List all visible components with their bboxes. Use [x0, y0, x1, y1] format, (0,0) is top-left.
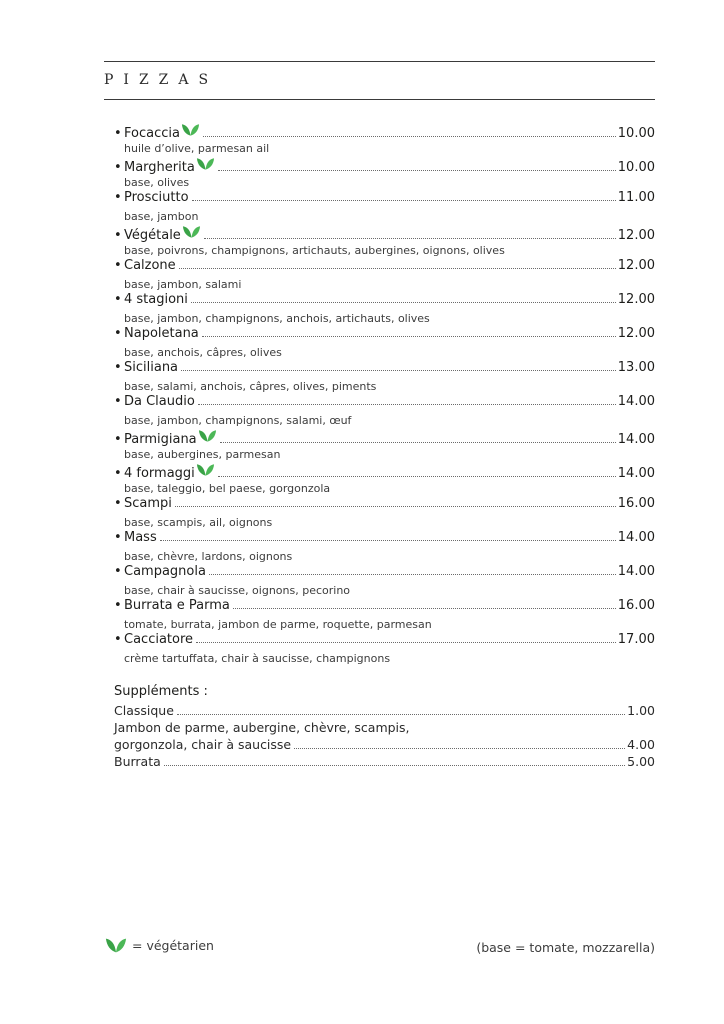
menu-item — [114, 632, 655, 666]
dot-leader — [164, 765, 625, 766]
pizza-price: 16.00 — [617, 598, 655, 613]
leaf-icon — [196, 462, 215, 477]
dot-leader — [191, 302, 616, 303]
menu-item — [114, 360, 655, 394]
supplement-premium — [114, 737, 655, 754]
menu-item-line — [114, 122, 655, 141]
leaf-icon — [196, 156, 215, 171]
menu-item-line — [114, 564, 655, 583]
pizza-ingredients: base, jambon, champignons, anchois, artichauts, olives — [124, 312, 430, 325]
pizza-ingredients: crème tartuffata, chair à saucisse, champignons — [124, 652, 391, 665]
pizza-price: 14.00 — [617, 530, 655, 545]
pizza-ingredients: base, chèvre, lardons, oignons — [124, 550, 293, 563]
vegetarian-legend — [104, 936, 214, 954]
pizza-ingredients: base, poivrons, champignons, artichauts, aubergines, oignons, olives — [124, 244, 505, 257]
pizza-ingredients: base, aubergines, parmesan — [124, 448, 281, 461]
pizza-ingredients: base, anchois, câpres, olives — [124, 346, 282, 359]
pizza-name: Cacciatore — [124, 632, 194, 647]
pizza-price: 17.00 — [617, 632, 655, 647]
bullet: • — [114, 632, 122, 647]
dot-leader — [177, 714, 625, 715]
pizza-name: Burrata e Parma — [124, 598, 230, 613]
menu-item — [114, 564, 655, 598]
bullet: • — [114, 496, 122, 511]
menu-item — [114, 292, 655, 326]
bullet: • — [114, 432, 122, 447]
bullet: • — [114, 326, 122, 341]
menu-item — [114, 530, 655, 564]
dot-leader — [218, 476, 616, 477]
dot-leader — [204, 238, 616, 239]
menu-item — [114, 156, 655, 190]
bullet: • — [114, 564, 122, 579]
menu-item — [114, 598, 655, 632]
bullet: • — [114, 466, 122, 481]
pizza-ingredients: base, olives — [124, 176, 190, 189]
dot-leader — [196, 642, 616, 643]
menu-item — [114, 496, 655, 530]
pizza-name: Prosciutto — [124, 190, 189, 205]
dot-leader — [220, 442, 616, 443]
menu-item-line — [114, 258, 655, 277]
pizza-name: Parmigiana — [124, 432, 197, 447]
legend-text: = végétarien — [132, 937, 214, 953]
pizza-ingredients: base, jambon, salami — [124, 278, 242, 291]
menu-item — [114, 394, 655, 428]
pizza-ingredients: base, jambon — [124, 210, 199, 223]
bullet: • — [114, 190, 122, 205]
top-divider — [104, 61, 655, 62]
menu-item-line — [114, 292, 655, 311]
menu-item — [114, 326, 655, 360]
menu-item — [114, 462, 655, 496]
pizza-price: 10.00 — [617, 126, 655, 141]
pizza-price: 10.00 — [617, 160, 655, 175]
pizza-name: Da Claudio — [124, 394, 195, 409]
dot-leader — [181, 370, 616, 371]
menu-item — [114, 258, 655, 292]
pizza-price: 12.00 — [617, 292, 655, 307]
base-note: (base = tomate, mozzarella) — [476, 940, 655, 955]
pizza-ingredients: base, salami, anchois, câpres, olives, piments — [124, 380, 377, 393]
pizza-price: 14.00 — [617, 394, 655, 409]
pizza-ingredients: base, jambon, champignons, salami, œuf — [124, 414, 352, 427]
supplement-label: Classique — [114, 703, 174, 718]
menu-item-line — [114, 224, 655, 243]
dot-leader — [175, 506, 616, 507]
pizza-price: 12.00 — [617, 228, 655, 243]
bullet: • — [114, 360, 122, 375]
pizza-price: 12.00 — [617, 258, 655, 273]
menu-item — [114, 190, 655, 224]
menu-item-line — [114, 190, 655, 209]
pizza-price: 13.00 — [617, 360, 655, 375]
bullet: • — [114, 258, 122, 273]
pizza-price: 14.00 — [617, 432, 655, 447]
pizza-price: 14.00 — [617, 466, 655, 481]
menu-item — [114, 224, 655, 258]
dot-leader — [294, 748, 625, 749]
supplement-burrata — [114, 754, 655, 771]
supplement-label: gorgonzola, chair à saucisse — [114, 737, 292, 752]
pizza-ingredients: base, taleggio, bel paese, gorgonzola — [124, 482, 331, 495]
supplement-classique — [114, 703, 655, 720]
supplement-price: 1.00 — [627, 703, 655, 718]
pizza-name: 4 stagioni — [124, 292, 188, 307]
pizza-list — [114, 122, 655, 666]
menu-item-line — [114, 496, 655, 515]
supplements-section — [114, 684, 655, 771]
menu-item-line — [114, 632, 655, 651]
dot-leader — [198, 404, 616, 405]
bullet: • — [114, 160, 122, 175]
dot-leader — [179, 268, 616, 269]
menu-item-line — [114, 530, 655, 549]
menu-item-line — [114, 394, 655, 413]
bullet: • — [114, 598, 122, 613]
menu-item-line — [114, 598, 655, 617]
pizza-ingredients: huile d’olive, parmesan ail — [124, 142, 270, 155]
section-divider — [104, 99, 655, 100]
pizza-name: Mass — [124, 530, 157, 545]
supplement-label: Burrata — [114, 754, 161, 769]
pizza-price: 14.00 — [617, 564, 655, 579]
bullet: • — [114, 228, 122, 243]
pizza-name: Végétale — [124, 228, 181, 243]
bullet: • — [114, 394, 122, 409]
menu-item — [114, 122, 655, 156]
pizza-ingredients: base, chair à saucisse, oignons, pecorino — [124, 584, 351, 597]
leaf-icon — [182, 224, 201, 239]
bullet: • — [114, 292, 122, 307]
pizza-ingredients: tomate, burrata, jambon de parme, roquette, parmesan — [124, 618, 432, 631]
pizza-price: 11.00 — [617, 190, 655, 205]
supplement-price: 5.00 — [627, 754, 655, 769]
dot-leader — [192, 200, 616, 201]
menu-item-line — [114, 156, 655, 175]
pizza-name: Scampi — [124, 496, 172, 511]
pizza-name: Napoletana — [124, 326, 199, 341]
pizza-name: Calzone — [124, 258, 176, 273]
pizza-name: 4 formaggi — [124, 466, 195, 481]
dot-leader — [202, 336, 616, 337]
dot-leader — [218, 170, 616, 171]
menu-item-line — [114, 428, 655, 447]
pizza-name: Campagnola — [124, 564, 206, 579]
menu-item-line — [114, 326, 655, 345]
bullet: • — [114, 530, 122, 545]
pizza-name: Focaccia — [124, 126, 180, 141]
section-title: PIZZAS — [104, 72, 219, 88]
dot-leader — [209, 574, 616, 575]
pizza-price: 16.00 — [617, 496, 655, 511]
menu-item-line — [114, 360, 655, 379]
pizza-ingredients: base, scampis, ail, oignons — [124, 516, 273, 529]
dot-leader — [233, 608, 616, 609]
supplements-title: Suppléments : — [114, 684, 208, 699]
menu-item-line — [114, 462, 655, 481]
pizza-price: 12.00 — [617, 326, 655, 341]
supplement-premium-label: Jambon de parme, aubergine, chèvre, scampis, — [114, 720, 410, 735]
leaf-icon — [198, 428, 217, 443]
dot-leader — [203, 136, 616, 137]
pizza-name: Margherita — [124, 160, 195, 175]
bullet: • — [114, 126, 122, 141]
leaf-icon — [105, 936, 127, 954]
dot-leader — [160, 540, 616, 541]
menu-item — [114, 428, 655, 462]
pizza-name: Siciliana — [124, 360, 179, 375]
leaf-icon — [181, 122, 200, 137]
supplement-price: 4.00 — [627, 737, 655, 752]
